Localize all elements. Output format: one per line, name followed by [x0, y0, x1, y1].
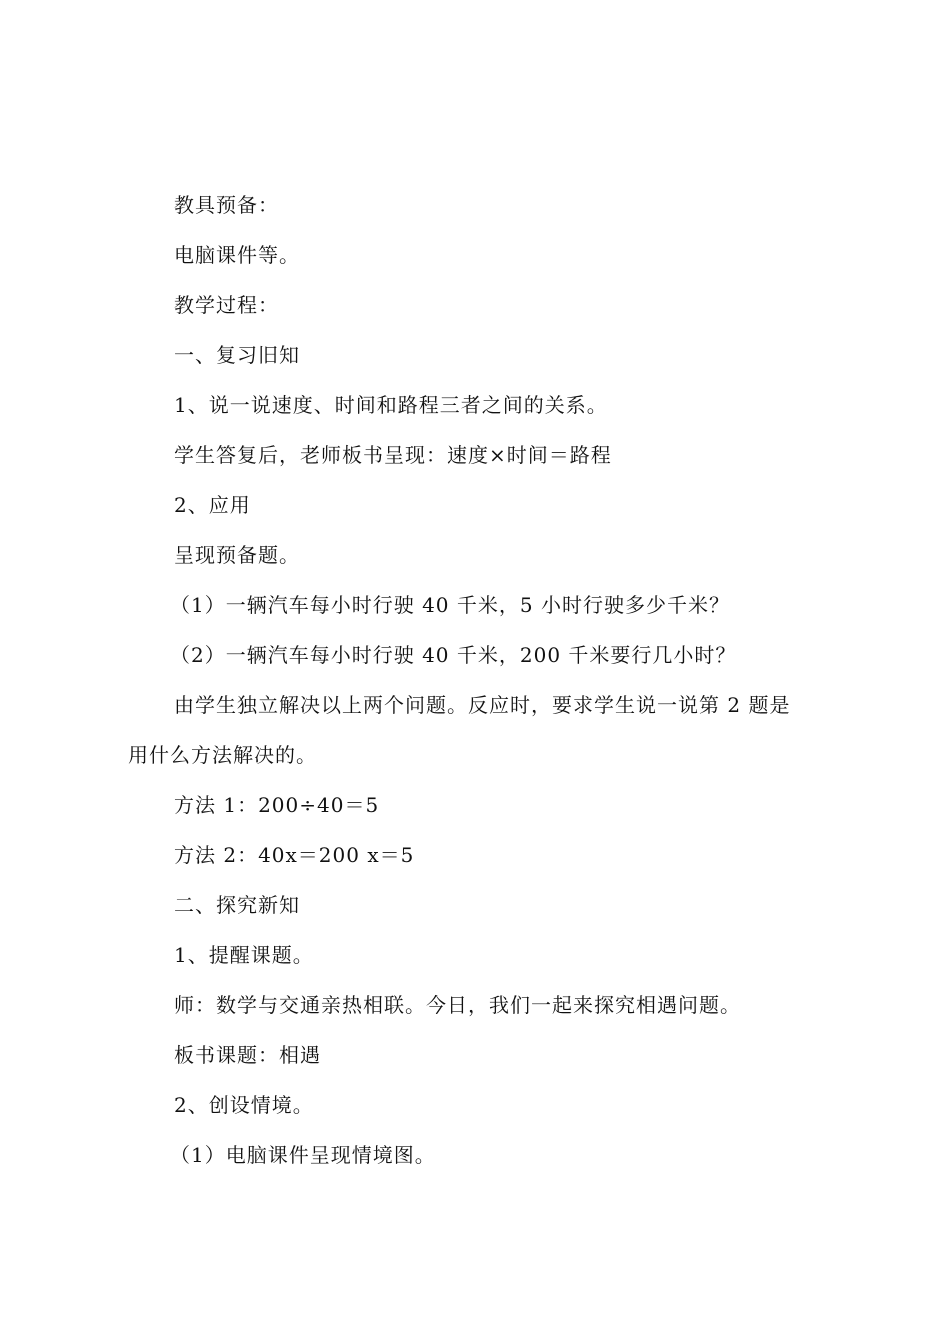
paragraph-question-1: （1）一辆汽车每小时行驶 40 千米，5 小时行驶多少千米？ — [170, 593, 730, 617]
heading-teaching-process: 教学过程： — [174, 293, 279, 317]
paragraph-board-writing: 学生答复后，老师板书呈现：速度×时间＝路程 — [174, 443, 612, 467]
paragraph-scenario-1: （1）电脑课件呈现情境图。 — [170, 1143, 436, 1167]
paragraph-student-solve: 由学生独立解决以上两个问题。反应时，要求学生说一说第 2 题是 — [174, 693, 791, 717]
paragraph-teaching-aids-content: 电脑课件等。 — [174, 243, 300, 267]
paragraph-teacher-intro: 师：数学与交通亲热相联。今日，我们一起来探究相遇问题。 — [174, 993, 741, 1017]
heading-teaching-aids: 教具预备： — [174, 193, 279, 217]
paragraph-explore-item-1: 1、提醒课题。 — [174, 943, 314, 967]
paragraph-board-title: 板书课题：相遇 — [174, 1043, 321, 1067]
paragraph-method-2: 方法 2：40x＝200 x＝5 — [174, 843, 415, 867]
paragraph-review-item-1: 1、说一说速度、时间和路程三者之间的关系。 — [174, 393, 608, 417]
paragraph-review-item-2: 2、应用 — [174, 493, 251, 517]
paragraph-question-2: （2）一辆汽车每小时行驶 40 千米，200 千米要行几小时？ — [170, 643, 737, 667]
section-heading-explore: 二、探究新知 — [174, 893, 300, 917]
paragraph-explore-item-2: 2、创设情境。 — [174, 1093, 314, 1117]
paragraph-method-1: 方法 1：200÷40＝5 — [174, 793, 380, 817]
paragraph-student-solve-cont: 用什么方法解决的。 — [128, 743, 317, 767]
paragraph-prep-questions: 呈现预备题。 — [174, 543, 300, 567]
section-heading-review: 一、复习旧知 — [174, 343, 300, 367]
